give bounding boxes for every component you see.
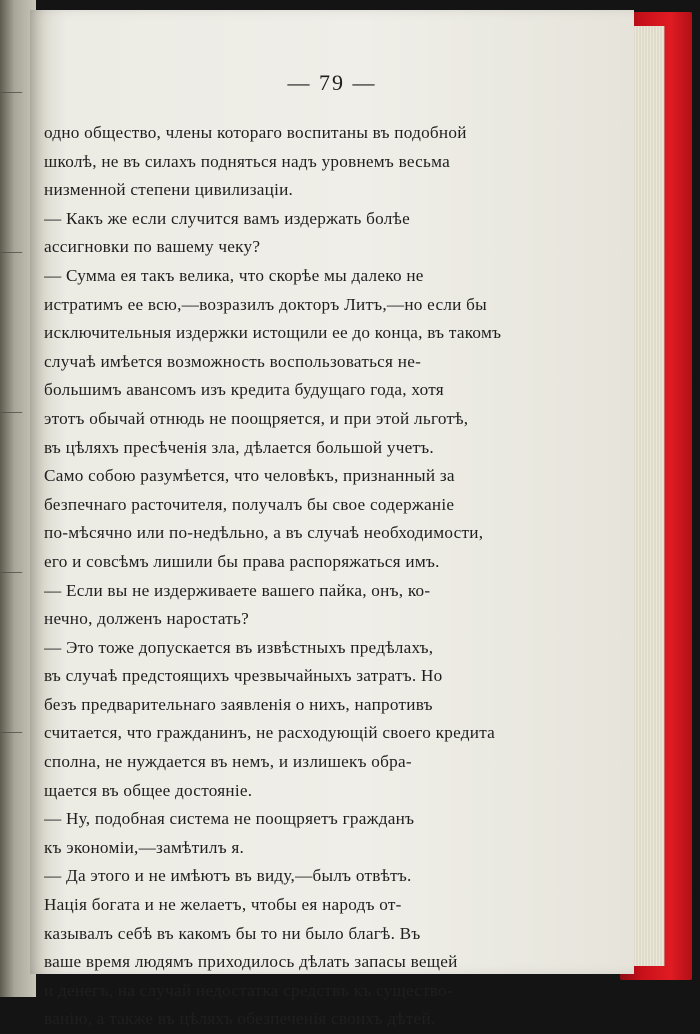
text-line: — Ну, подобная система не поощряетъ гражданъ (44, 809, 415, 829)
text-line: безпечнаго расточителя, получалъ бы свое содержаніе (44, 494, 455, 514)
text-line: его и совсѣмъ лишили бы права распоряжаться имъ. (44, 551, 440, 571)
text-line: Нація богата и не желаетъ, чтобы ея народъ от- (44, 895, 402, 915)
text-line: ассигновки по вашему чеку? (44, 237, 261, 257)
text-line: одно общество, члены котораго воспитаны въ подобной (44, 123, 467, 142)
text-line: сполна, не нуждается въ немъ, и излишекъ обра- (44, 752, 412, 772)
text-line: нечно, долженъ наростать? (44, 609, 249, 629)
text-line: истратимъ ее всю,—возразилъ докторъ Литъ,—но если бы (44, 294, 487, 314)
facing-page-edge: — — — — — (0, 0, 36, 997)
text-line: исключительныя издержки истощили ее до конца, въ такомъ (44, 323, 502, 343)
body-text (44, 119, 530, 1034)
book-page (30, 10, 634, 1029)
page-number: — 79 — (287, 70, 377, 95)
text-line: — Сумма ея такъ велика, что скорѣе мы далеко не (44, 265, 424, 285)
text-line: ваше время людямъ приходилось дѣлать запасы вещей (44, 952, 458, 972)
text-line: въ случаѣ предстоящихъ чрезвычайныхъ затратъ. Но (44, 666, 443, 686)
text-line: безъ предварительнаго заявленія о нихъ, напротивъ (44, 694, 433, 714)
text-line: по-мѣсячно или по-недѣльно, а въ случаѣ необходимости, (44, 523, 484, 543)
text-line: казывалъ себѣ въ какомъ бы то ни было благѣ. Въ (44, 923, 421, 943)
text-line: — Если вы не издерживаете вашего пайка, онъ, ко- (44, 580, 431, 600)
text-line: Само собою разумѣется, что человѣкъ, признанный за (44, 466, 455, 486)
text-line: къ экономіи,—замѣтилъ я. (44, 837, 245, 857)
text-line: — Да этого и не имѣютъ въ виду,—былъ отвѣтъ. (44, 866, 412, 886)
text-line: школѣ, не въ силахъ подняться надъ уровнемъ весьма (44, 151, 451, 171)
text-line: — Какъ же если случится вамъ издержать болѣе (44, 208, 410, 228)
text-line: и денегъ, на случай недостатка средствъ къ существо- (44, 980, 454, 1000)
text-line: случаѣ имѣется возможность воспользоваться не- (44, 351, 422, 371)
text-line: щается въ общее достояніе. (44, 780, 253, 800)
text-line: считается, что гражданинъ, не расходующій своего кредита (44, 723, 496, 743)
text-line: — Это тоже допускается въ извѣстныхъ предѣлахъ, (44, 637, 434, 657)
text-line: большимъ авансомъ изъ кредита будущаго года, хотя (44, 380, 444, 400)
text-line: въ цѣляхъ пресѣченія зла, дѣлается большой учетъ. (44, 437, 434, 457)
text-line: низменной степени цивилизаціи. (44, 180, 294, 200)
text-line: ванію, а также въ цѣляхъ обезпеченія своихъ дѣтей. (44, 1009, 436, 1029)
text-line: этотъ обычай отнюдь не поощряется, и при этой льготѣ, (44, 408, 469, 428)
